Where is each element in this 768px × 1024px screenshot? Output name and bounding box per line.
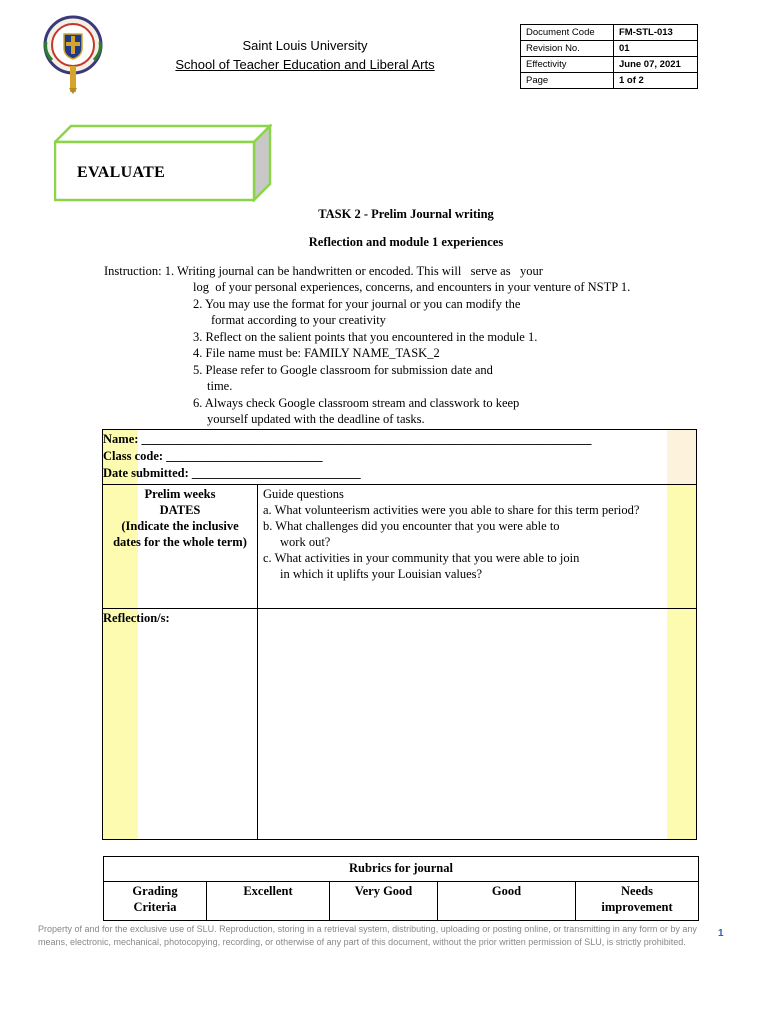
school-name: School of Teacher Education and Liberal Arts bbox=[175, 57, 435, 72]
dates-cell bbox=[102, 484, 258, 609]
doc-info-value: 01 bbox=[614, 41, 698, 57]
rubric-column-label: improvement bbox=[601, 900, 673, 914]
doc-info-label: Document Code bbox=[521, 25, 614, 41]
instruction-line: format according to your creativity bbox=[211, 313, 386, 327]
rubric-column-header bbox=[104, 882, 207, 921]
evaluate-box-shape bbox=[54, 124, 272, 202]
highlight-strip bbox=[103, 609, 138, 839]
class-code-field-line: Class code: _________________________ bbox=[103, 449, 323, 463]
rubric-column-header bbox=[438, 882, 576, 921]
guide-questions-cell bbox=[257, 484, 697, 609]
highlight-strip bbox=[667, 609, 696, 839]
doc-info-value: 1 of 2 bbox=[614, 73, 698, 89]
guide-question: c. What activities in your community that you were able to join bbox=[263, 551, 580, 565]
dates-instruction: dates for the whole term) bbox=[113, 535, 247, 549]
guide-question: work out? bbox=[280, 535, 331, 549]
student-info-section bbox=[102, 429, 697, 485]
doc-info-label: Effectivity bbox=[521, 57, 614, 73]
instruction-line: 4. File name must be: FAMILY NAME_TASK_2 bbox=[193, 346, 440, 360]
highlight-strip bbox=[667, 485, 696, 608]
rubric-column-label: Criteria bbox=[133, 900, 177, 914]
instruction-line: log of your personal experiences, concerns, and encounters in your venture of NSTP 1. bbox=[193, 280, 631, 294]
instruction-line: 6. Always check Google classroom stream and classwork to keep bbox=[193, 396, 520, 410]
guide-questions-heading: Guide questions bbox=[263, 487, 344, 501]
dates-label: DATES bbox=[159, 503, 201, 517]
document-info-table bbox=[520, 24, 698, 89]
university-name: Saint Louis University bbox=[242, 38, 368, 53]
instruction-line: 2. You may use the format for your journal or you can modify the bbox=[193, 297, 521, 311]
rubric-column-label: Grading bbox=[132, 884, 178, 898]
doc-info-row bbox=[521, 41, 698, 57]
instruction-line: Instruction: 1. Writing journal can be handwritten or encoded. This will serve as your bbox=[104, 264, 543, 278]
rubric-column-label: Excellent bbox=[243, 884, 293, 898]
date-submitted-field-line: Date submitted: ___________________________ bbox=[103, 466, 361, 480]
evaluate-label: EVALUATE bbox=[77, 164, 166, 181]
doc-info-row bbox=[521, 73, 698, 89]
doc-info-value: FM-STL-013 bbox=[614, 25, 698, 41]
doc-info-label: Page bbox=[521, 73, 614, 89]
guide-question: a. What volunteerism activities were you able to share for this term period? bbox=[263, 503, 640, 517]
rubric-column-header bbox=[330, 882, 438, 921]
rubric-column-label: Needs bbox=[621, 884, 653, 898]
prelim-weeks-label: Prelim weeks bbox=[144, 487, 216, 501]
rubrics-table bbox=[103, 856, 699, 921]
reflections-label-cell bbox=[102, 608, 258, 840]
name-field-line: Name: ________________________________________________________________________ bbox=[103, 432, 592, 446]
page-number: 1 bbox=[718, 928, 724, 939]
doc-info-value: June 07, 2021 bbox=[614, 57, 698, 73]
copyright-line: Property of and for the exclusive use of SLU. Reproduction, storing in a retrieval system, distributing, uploading or posting online, or transmitting in any form or by any bbox=[38, 924, 697, 934]
reflections-writing-area[interactable] bbox=[257, 608, 697, 840]
slu-seal-logo bbox=[42, 14, 104, 94]
rubric-column-header bbox=[207, 882, 330, 921]
reflections-label: Reflection/s: bbox=[103, 611, 170, 625]
rubrics-title: Rubrics for journal bbox=[104, 857, 699, 882]
task-title: TASK 2 - Prelim Journal writing bbox=[318, 207, 494, 221]
copyright-notice bbox=[38, 923, 718, 949]
instruction-line: 5. Please refer to Google classroom for submission date and bbox=[193, 363, 493, 377]
rubric-column-label: Very Good bbox=[354, 884, 413, 898]
doc-info-row bbox=[521, 57, 698, 73]
doc-info-row bbox=[521, 25, 698, 41]
guide-question: b. What challenges did you encounter that you were able to bbox=[263, 519, 560, 533]
rubric-column-label: Good bbox=[491, 884, 522, 898]
dates-instruction: (Indicate the inclusive bbox=[121, 519, 239, 533]
instruction-line: yourself updated with the deadline of tasks. bbox=[207, 412, 425, 426]
guide-question: in which it uplifts your Louisian values? bbox=[280, 567, 483, 581]
task-subtitle: Reflection and module 1 experiences bbox=[308, 235, 504, 249]
doc-info-label: Revision No. bbox=[521, 41, 614, 57]
copyright-line: means, electronic, mechanical, photocopying, recording, or otherwise of any part of this document, without the prior written permission of SLU, is strictly prohibited. bbox=[38, 937, 686, 947]
instruction-line: time. bbox=[207, 379, 233, 393]
highlight-strip bbox=[667, 430, 696, 484]
instruction-line: 3. Reflect on the salient points that you encountered in the module 1. bbox=[193, 330, 538, 344]
rubric-column-header bbox=[576, 882, 699, 921]
